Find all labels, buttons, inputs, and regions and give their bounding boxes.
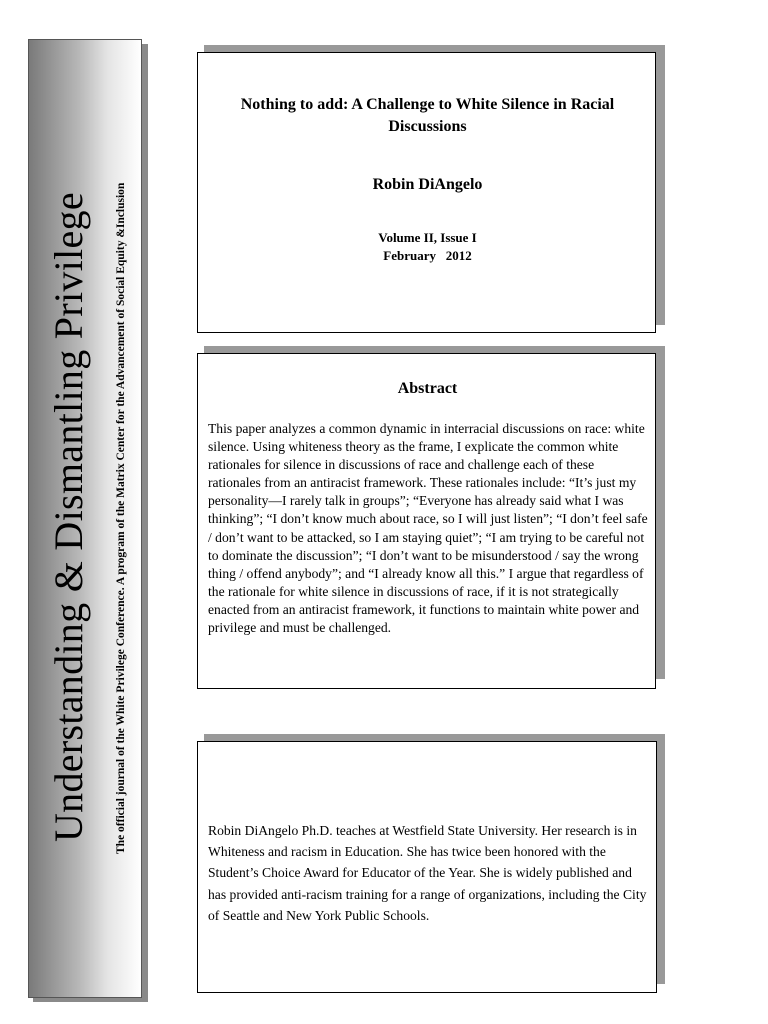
author-bio-box [197, 741, 657, 993]
issue-info [198, 229, 657, 265]
paper-title: Nothing to add: A Challenge to White Silence in Racial Discussions [240, 96, 615, 135]
publication-date: February 2012 [383, 248, 472, 263]
author-name: Robin DiAngelo [372, 176, 483, 193]
abstract-heading: Abstract [397, 380, 458, 397]
title-box [197, 52, 656, 333]
author-bio-text: Robin DiAngelo Ph.D. teaches at Westfield State University. Her research is in Whiteness and racism in Education. She has twice been honored with the Student’s Choice Award for Educator of the Year. She is widely published and has provided anti-racism training for a range of organizations, including the City of Seattle and New York Public Schools. [208, 823, 647, 923]
journal-title: Understanding & Dismantling Privilege [46, 192, 91, 842]
volume-issue: Volume II, Issue I [378, 230, 477, 245]
abstract-box [197, 353, 656, 689]
journal-subtitle: The official journal of the White Privilege Conference. A program of the Matrix Center for the Advancement of Social Equity &Inclusion [115, 182, 127, 854]
abstract-text: This paper analyzes a common dynamic in interracial discussions on race: white silence. Using whiteness theory as the frame, I explicate the common white rationales for silence in discussions of race and challenge each of these rationales from an antiracist framework. These rationales include: “It’s just my personality—I rarely talk in groups”; “Everyone has already said what I was thinking”; “I don’t know much about race, so I will just listen”; “I don’t feel safe / don’t want to be attacked, so I am staying quiet”; “I am trying to be careful not to dominate the discussion”; “I don’t want to be misunderstood / say the wrong thing / offend anybody”; and “I already know all this.” I argue that regardless of the rationale for white silence in discussions of race, if it is not strategically enacted from an antiracist framework, it functions to maintain white power and privilege and must be challenged. [208, 421, 648, 636]
